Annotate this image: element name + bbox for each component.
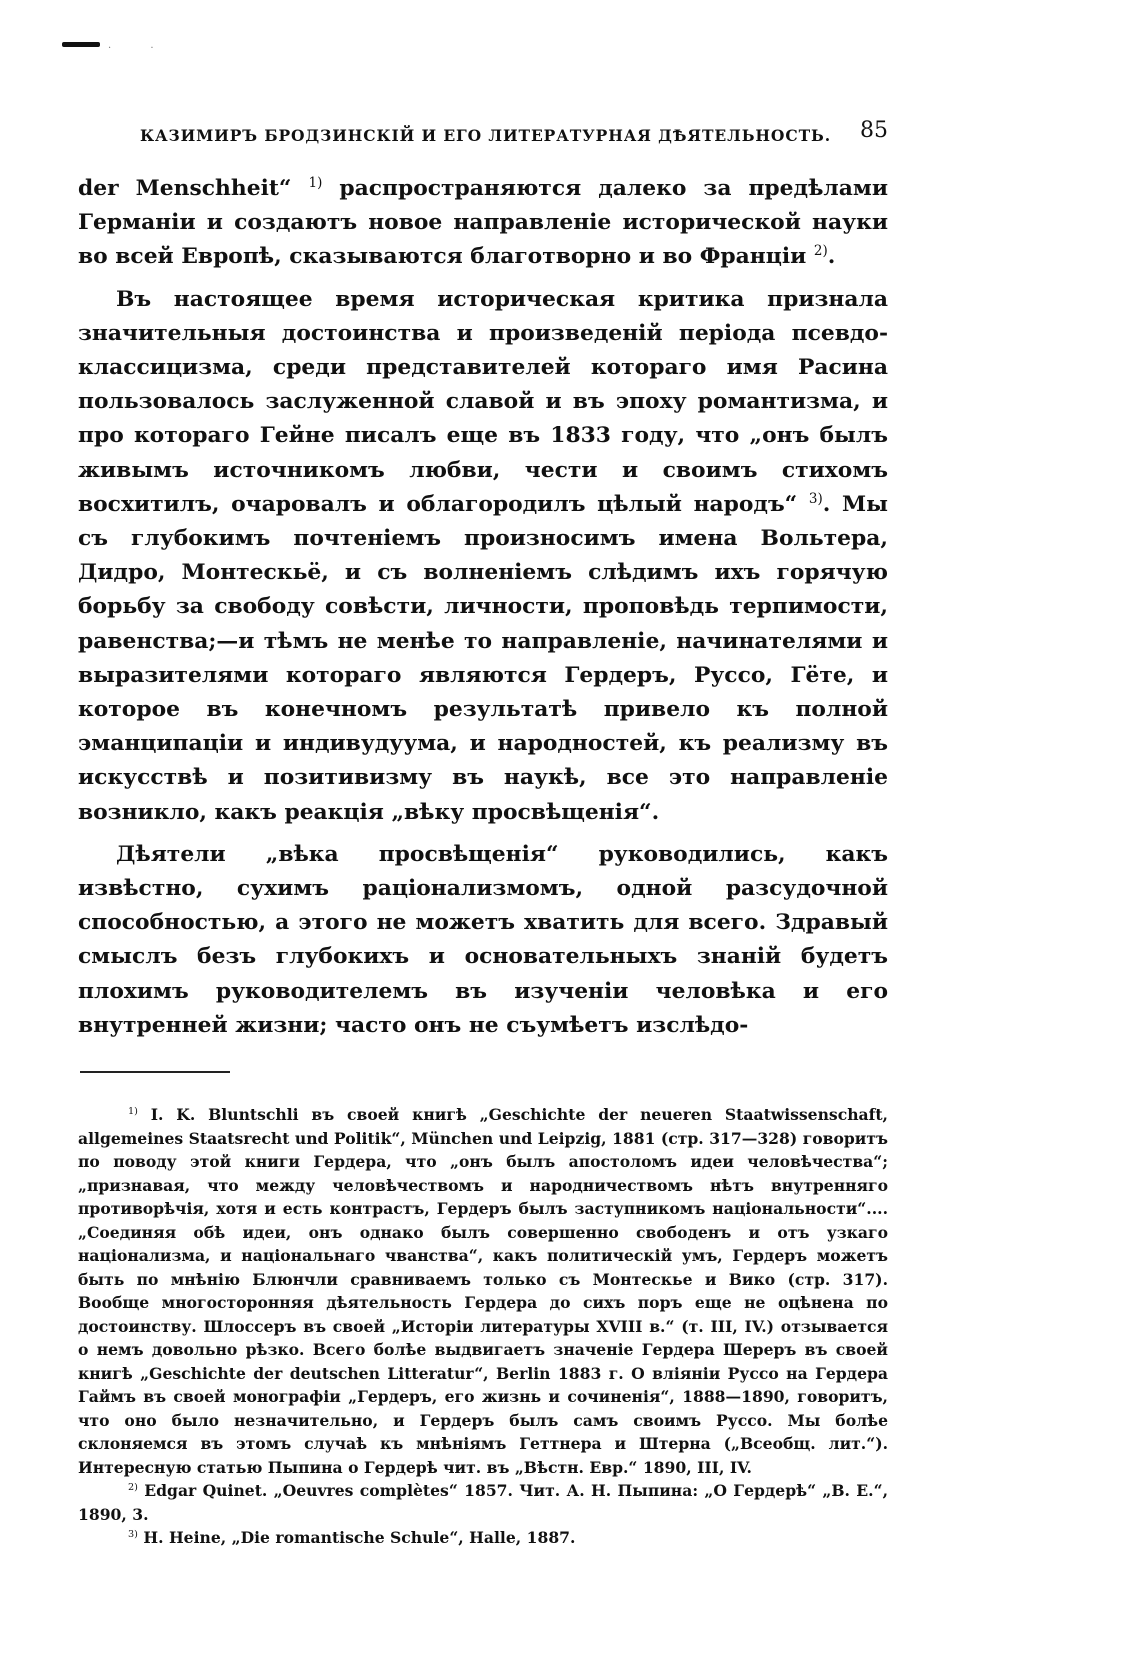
footnote-2-text: Edgar Quinet. „Oeuvres complètes“ 1857. Чит. А. Н. Пыпина: „О Гердерѣ“ „В. Е.“, 1890, 3. [78, 1481, 888, 1524]
footnote-3 [78, 1526, 888, 1550]
scan-artifact-mark [62, 42, 100, 47]
footnote-reference-2: 2) [813, 243, 828, 260]
paragraph-1-text-1: der Menschheit“ [78, 176, 309, 201]
footnote-reference-1: 1) [308, 174, 323, 191]
footnote-1 [78, 1103, 888, 1479]
footnote-3-marker: 3) [128, 1529, 138, 1541]
paragraph-2-text-2: . Мы съ глубокимъ почтеніемъ произносимъ имена Вольтера, Дидро, Монтескьё, и съ волненіемъ слѣдимъ ихъ горячую борьбу за свободу совѣсти, личности, проповѣдь терпимости, равенства;—и тѣмъ не менѣе то направленіе, начинателями и выразителями котораго являются Гердеръ, Руссо, Гёте, и которое въ конечномъ результатѣ привело къ полной эманципаціи и индивудуума, и народностей, къ реализму въ искусствѣ и позитивизму въ наукѣ, все это направленіе возникло, какъ реакція „вѣку просвѣщенія“. [78, 491, 889, 825]
page-header [78, 118, 888, 154]
page-number: 85 [860, 118, 888, 143]
paragraph-1-text-3: . [827, 244, 836, 270]
paragraph-1-text-2: распространяются далеко за предѣлами Германіи и создаютъ новое направленіе исторической науки во всей Европѣ, сказываются благотворно и во Франціи [78, 176, 888, 270]
footnote-2 [78, 1479, 888, 1526]
book-page [78, 118, 888, 1550]
footnote-reference-3: 3) [808, 490, 823, 507]
scan-artifact-dots: . . [108, 40, 193, 51]
paragraph-3-text-1: Дѣятели „вѣка просвѣщенія“ руководились, какъ извѣстно, сухимъ раціонализмомъ, одной разсудочной способностью, а этого не можетъ хватить для всего. Здравый смыслъ безъ глубокихъ и основательныхъ знаній будетъ плохимъ руководителемъ въ изученіи человѣка и его внутренней жизни; часто онъ не съумѣетъ изслѣдо- [78, 841, 888, 1038]
paragraph-2-text-1: Въ настоящее время историческая критика признала значительныя достоинства и произведеній періода псевдо-классицизма, среди представителей котораго имя Расина пользовалось заслуженной славой и въ эпоху романтизма, и про котораго Гейне писалъ еще въ 1833 году, что „онъ былъ живымъ источникомъ любви, чести и своимъ стихомъ восхитилъ, очаровалъ и облагородилъ цѣлый народъ“ [78, 286, 888, 517]
paragraph-2 [78, 283, 888, 830]
footnote-2-marker: 2) [128, 1482, 138, 1494]
paragraph-1 [78, 172, 888, 275]
main-text [78, 172, 888, 1043]
footnote-3-text: H. Heine, „Die romantische Schule“, Halle, 1887. [137, 1528, 576, 1548]
footnote-divider [80, 1071, 230, 1073]
footnote-1-text: I. K. Bluntschli въ своей книгѣ „Geschichte der neueren Staatwissenschaft, allgemeines Staatsrecht und Politik“, München und Leipzig, 1881 (стр. 317—328) говоритъ по поводу этой книги Гердера, что „онъ былъ апостоломъ идеи человѣчества“; „признавая, что между человѣчествомъ и народничествомъ нѣтъ внутренняго противорѣчія, хотя и есть контрастъ, Гердеръ былъ заступникомъ національности“.... „Соединяя обѣ идеи, онъ однако былъ совершенно свободенъ и отъ узкаго націонализма, и національнаго чванства“, какъ политическій умъ, Гердеръ можетъ быть по мнѣнію Блюнчли сравниваемъ только съ Монтескье и Вико (стр. 317). Вообще многосторонняя дѣятельность Гердера до сихъ поръ еще не оцѣнена по достоинству. Шлоссеръ въ своей „Исторіи литературы XVIII в.“ (т. III, IV.) отзывается о немъ довольно рѣзко. Всего болѣе выдвигаетъ значеніе Гердера Шереръ въ своей книгѣ „Geschichte der deutschen Litteratur“, Berlin 1883 г. О вліяніи Руссо на Гердера Гаймъ въ своей монографіи „Гердеръ, его жизнь и сочиненія“, 1888—1890, говоритъ, что оно было незначительно, и Гердеръ былъ самъ своимъ Руссо. Мы болѣе склоняемся въ этомъ случаѣ къ мнѣніямъ Геттнера и Штерна („Всеобщ. лит.“). Интересную статью Пыпина о Гердерѣ чит. въ „Вѣстн. Евр.“ 1890, III, IV. [78, 1105, 888, 1477]
footnotes [78, 1103, 888, 1550]
running-title: КАЗИМИРЪ БРОДЗИНСКІЙ И ЕГО ЛИТЕРАТУРНАЯ ДѢЯТЕЛЬНОСТЬ. [140, 126, 831, 145]
footnote-1-marker: 1) [128, 1106, 138, 1118]
paragraph-3 [78, 838, 888, 1043]
